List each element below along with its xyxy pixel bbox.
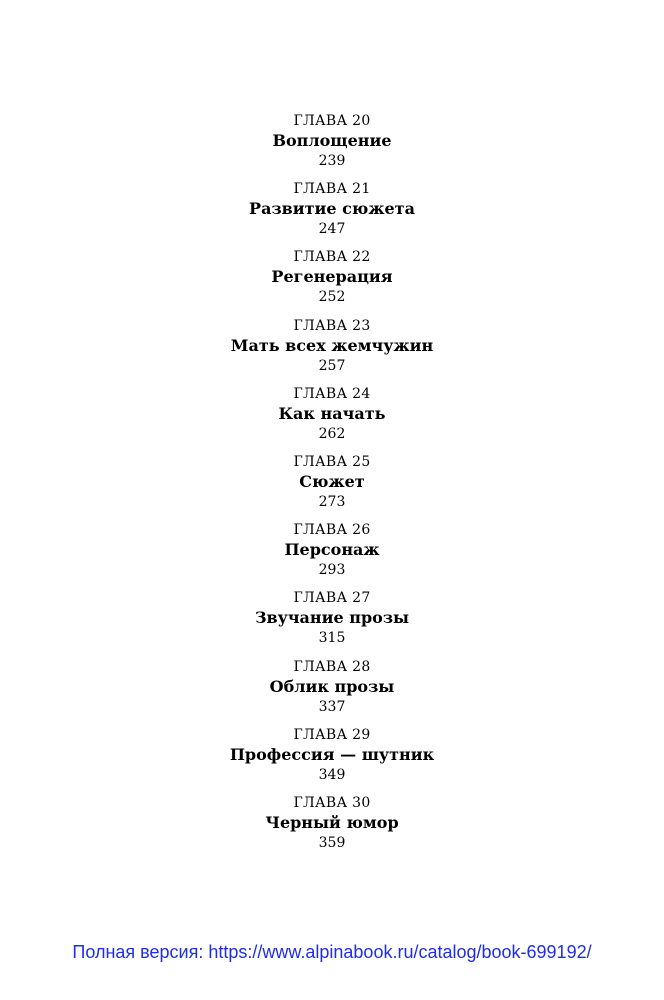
page-number: 262: [318, 425, 346, 442]
chapter-number: ГЛАВА 25: [293, 453, 371, 470]
page-number: 359: [318, 834, 346, 851]
chapter-number: ГЛАВА 21: [293, 181, 371, 198]
chapter-title: Облик прозы: [269, 676, 395, 696]
chapter-title: Воплощение: [272, 131, 392, 150]
page-number: 293: [318, 562, 346, 579]
chapter-title: Звучание прозы: [254, 608, 410, 628]
full-version-link[interactable]: Полная версия: https://www.alpinabook.ru/catalog/book-699192/: [72, 942, 592, 962]
chapter-title: Черный юмор: [265, 812, 399, 832]
chapter-number: ГЛАВА 30: [293, 794, 371, 811]
toc-entry: [0, 248, 664, 316]
chapter-number: ГЛАВА 28: [293, 658, 371, 675]
toc-entry: [0, 385, 664, 453]
page-number: 247: [318, 221, 346, 238]
toc-entry: [0, 521, 664, 589]
page-number: 239: [318, 153, 346, 169]
toc-entry: [0, 112, 664, 180]
chapter-title: Персонаж: [284, 540, 380, 560]
page-number: 273: [318, 493, 346, 510]
chapter-title: Профессия — шутник: [229, 744, 435, 764]
toc-entry: [0, 726, 664, 794]
chapter-number: ГЛАВА 20: [293, 113, 371, 129]
chapter-title: Регенерация: [271, 267, 393, 287]
toc-entry: [0, 317, 664, 385]
table-of-contents: [0, 112, 664, 862]
chapter-number: ГЛАВА 22: [293, 249, 371, 266]
chapter-number: ГЛАВА 26: [293, 522, 371, 539]
page-number: 349: [318, 766, 346, 783]
page-number: 337: [318, 698, 346, 715]
chapter-number: ГЛАВА 24: [293, 385, 371, 402]
chapter-title: Мать всех жемчужин: [230, 335, 434, 355]
chapter-number: ГЛАВА 27: [293, 590, 371, 607]
chapter-title: Как начать: [278, 403, 386, 423]
chapter-title: Сюжет: [299, 471, 365, 491]
toc-entry: [0, 794, 664, 862]
page-number: 252: [318, 289, 346, 306]
toc-entry: [0, 658, 664, 726]
chapter-number: ГЛАВА 23: [293, 317, 371, 334]
toc-entry: [0, 589, 664, 657]
chapter-number: ГЛАВА 29: [293, 726, 371, 743]
page-number: 257: [318, 357, 346, 374]
page-number: 315: [318, 630, 346, 647]
toc-entry: [0, 180, 664, 248]
toc-entry: [0, 453, 664, 521]
chapter-title: Развитие сюжета: [249, 199, 415, 219]
